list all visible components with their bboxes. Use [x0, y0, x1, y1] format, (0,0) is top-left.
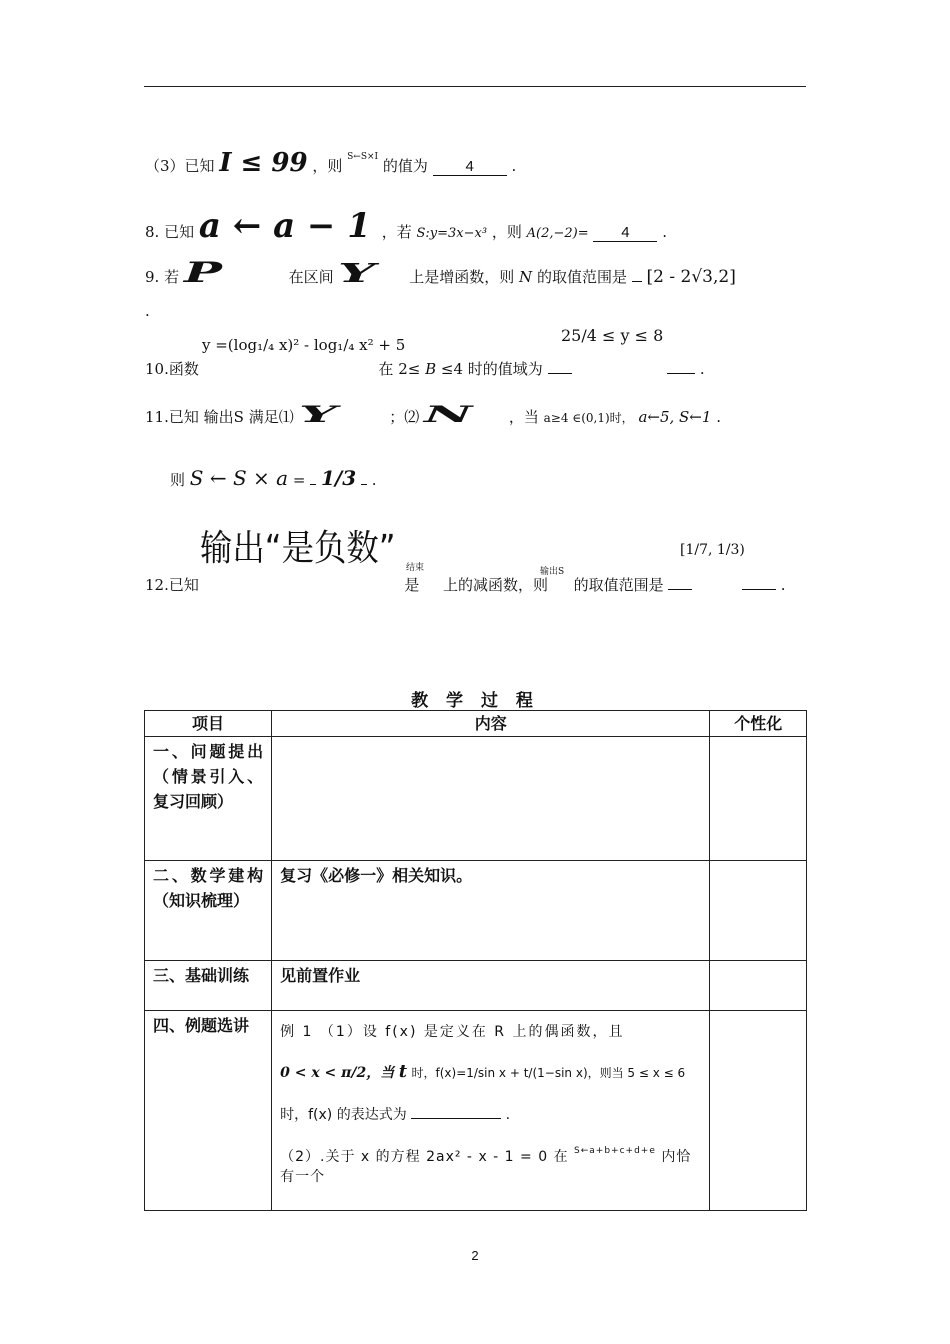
example-l4small: S←a+b+c+d+e [574, 1146, 656, 1156]
q11-mid3: ，当 [508, 408, 539, 426]
q8-answer: 4 [593, 224, 657, 242]
row-content [272, 1011, 710, 1211]
header-rule [144, 86, 806, 87]
item-q10 [145, 358, 705, 379]
q12-mid2: 上的减函数，则 [443, 576, 549, 594]
teaching-process-table [144, 710, 807, 1211]
example-line-4 [280, 1148, 701, 1186]
q11-expr: Y [298, 402, 337, 428]
item-q8 [145, 206, 667, 246]
q10-func: y =(log₁/₄ x)² - log₁/₄ x² + 5 [202, 336, 406, 354]
q12-mid3: 的取值范围是 [573, 576, 664, 594]
q11b-prefix: 则 [170, 471, 186, 489]
q11-expr2: N [424, 402, 473, 428]
q11b-answer: 1/3 [321, 466, 357, 490]
q11-mid: 满足⑴ [248, 408, 294, 426]
q9-mid: 在区间 [288, 268, 334, 286]
table-caption: 教 学 过 程 [411, 691, 539, 711]
example-l2a: 0 < x < π/2，当 [280, 1065, 395, 1081]
q8-mid2: ，则 [491, 223, 522, 241]
row-content: 复习《必修一》相关知识。 [272, 861, 710, 961]
q9-prefix: 9. 若 [145, 268, 180, 286]
item-q11b [170, 466, 376, 490]
q10-prefix: 10.函数 [145, 360, 199, 378]
q11b-expr: S ← S × a [189, 466, 289, 490]
header-personal: 个性化 [710, 711, 807, 737]
q10-answer: 25/4 ≤ y ≤ 8 [561, 326, 664, 345]
q3-prefix: （3）已知 [145, 157, 215, 175]
q12-small2-text: 输出S [540, 567, 565, 577]
q8-end: . [662, 223, 667, 241]
q11-mid2: ；⑵ [389, 408, 420, 426]
row-personal [710, 961, 807, 1011]
q8-cond: S:y=3x−x³ [416, 226, 488, 241]
q11b-eq: = [292, 471, 306, 489]
example-l3: 时，f(x) 的表达式为 [280, 1107, 407, 1123]
q3-small: S←S×I [347, 152, 379, 162]
q8-expr2: A(2,−2)= [526, 226, 589, 241]
example-l2c: 时，f(x)=1/sin x + t/(1−sin x)，则当 5 ≤ x ≤ 6 [411, 1066, 686, 1080]
q9-end: . [145, 302, 150, 320]
q8-prefix: 8. 已知 [145, 223, 195, 241]
example-line-2 [280, 1063, 701, 1082]
q11-expr3: a←5, S←1 [638, 408, 712, 426]
q11-small: 输出S [203, 408, 244, 426]
example-l4: （2）.关于 x 的方程 2ax² - x - 1 = 0 在 [280, 1149, 569, 1165]
row-item: 三、基础训练 [145, 961, 272, 1011]
q12-small [406, 556, 424, 574]
q10-var: B [425, 360, 437, 378]
q9-expr: P [183, 256, 222, 289]
table-row [145, 961, 807, 1011]
q12-mid: 是 [404, 576, 420, 594]
row-item: 四、例题选讲 [145, 1011, 272, 1211]
example-line-3 [280, 1106, 701, 1124]
row-content: 见前置作业 [272, 961, 710, 1011]
q9-var: N [519, 268, 533, 286]
item-q11 [145, 402, 721, 428]
q10-mid: 在 2≤ [378, 360, 421, 378]
table-header-row [145, 711, 807, 737]
example-l4end: 内恰有一个 [280, 1149, 692, 1185]
table-row [145, 1011, 807, 1211]
q12-end: . [780, 576, 786, 594]
row-item: 二、数学建构（知识梳理） [145, 861, 272, 961]
q9-mid2: 上是增函数，则 [409, 268, 515, 286]
example-l3end: . [505, 1107, 511, 1123]
header-content: 内容 [272, 711, 710, 737]
q9-expr2: Y [338, 259, 376, 289]
q11-prefix: 11.已知 [145, 408, 199, 426]
q11-cond: a≥4 ∈(0,1)时， [543, 411, 634, 425]
header-item: 项目 [145, 711, 272, 737]
q8-expr: a ← a − 1 [198, 206, 371, 246]
q3-expr: I ≤ 99 [219, 148, 308, 178]
item-q12 [145, 574, 786, 595]
table-row [145, 737, 807, 861]
q10-mid2: ≤4 时的值域为 [440, 360, 543, 378]
q3-suffix: 的值为 [382, 157, 428, 175]
row-personal [710, 737, 807, 861]
q9-mid3: 的取值范围是 [536, 268, 627, 286]
q3-end: . [511, 157, 517, 175]
q12-prefix: 12.已知 [145, 576, 199, 594]
q3-mid: ，则 [312, 157, 343, 175]
row-item: 一、问题提出（情景引入、复习回顾） [145, 737, 272, 861]
q11b-end: . [371, 471, 377, 489]
page-number: 2 [471, 1248, 479, 1263]
item-q3 [145, 148, 516, 178]
q8-mid: ，若 [381, 223, 412, 241]
row-personal [710, 861, 807, 961]
table-row [145, 861, 807, 961]
q3-answer: 4 [433, 158, 507, 176]
item-q9 [145, 256, 736, 289]
q11-end: . [716, 408, 721, 426]
q12-small-text: 结束 [406, 563, 425, 573]
row-content [272, 737, 710, 861]
q12-big: 输出“是负数” [200, 528, 396, 569]
q9-answer: [2 - 2√3,2] [646, 267, 736, 287]
row-personal [710, 1011, 807, 1211]
example-l2b: t [398, 1061, 408, 1082]
q12-answer: [1/7, 1/3) [680, 542, 745, 558]
q10-end: . [699, 360, 705, 378]
example-line-1: 例 1 （1）设 f(x) 是定义在 R 上的偶函数，且 [280, 1024, 625, 1040]
